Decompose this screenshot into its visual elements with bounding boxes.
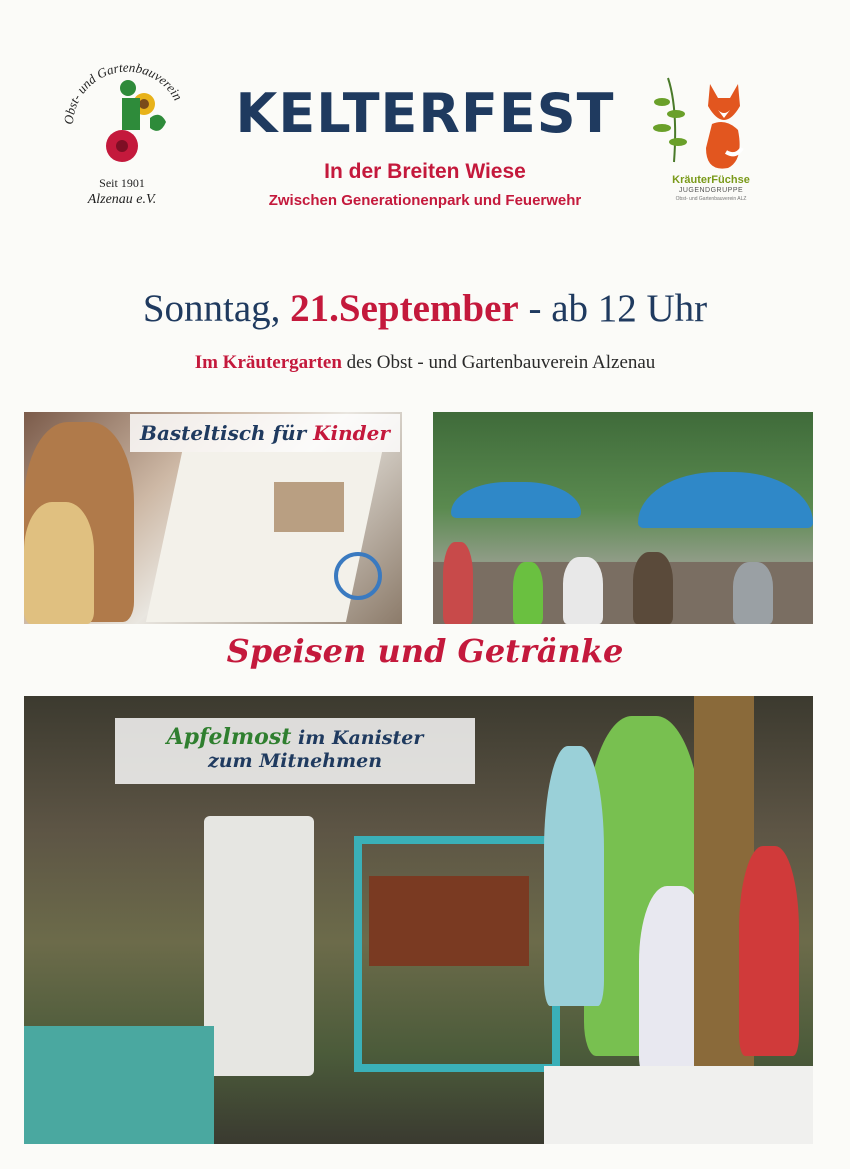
venue-line [0,352,850,374]
crafting-caption-main: Basteltisch für [140,421,314,445]
cider-caption [115,718,475,784]
club-logo [62,58,202,208]
beer-garden-photo [433,412,813,624]
brand-name: KräuterFüchse [672,174,750,186]
venue-rest: des Obst - und Gartenbauverein Alzenau [341,352,656,373]
kraeuterfuechse-logo [648,72,768,212]
cider-caption-mitnehmen: zum Mitnehmen [207,750,383,772]
event-date: 21.September [290,287,519,330]
club-since: Seit 1901 [99,176,145,190]
crafting-caption [130,414,400,452]
club-emblem-icon [62,58,192,178]
location-line: In der Breiten Wiese [324,160,526,183]
club-arc-text: Obst- und Gartenbauverein [62,59,186,126]
club-city: Alzenau e.V. [87,192,157,207]
date-suffix: - ab 12 Uhr [518,287,708,330]
date-prefix: Sonntag, [142,287,291,330]
fox-icon [648,72,768,172]
cider-caption-apfelmost: Apfelmost [166,724,292,750]
date-line [0,286,850,331]
sublocation-line: Zwischen Generationenpark und Feuerwehr [268,192,582,209]
group-small: Obst- und Gartenbauverein ALZ [675,196,747,202]
venue-highlight: Im Kräutergarten [194,352,342,373]
crafting-caption-kids: Kinder [313,421,390,445]
cider-caption-kanister: im Kanister [291,727,424,749]
page-title: KELTERFEST [235,82,615,145]
food-drink-heading: Speisen und Getränke [226,632,624,670]
group-label: JUGENDGRUPPE [678,187,744,194]
